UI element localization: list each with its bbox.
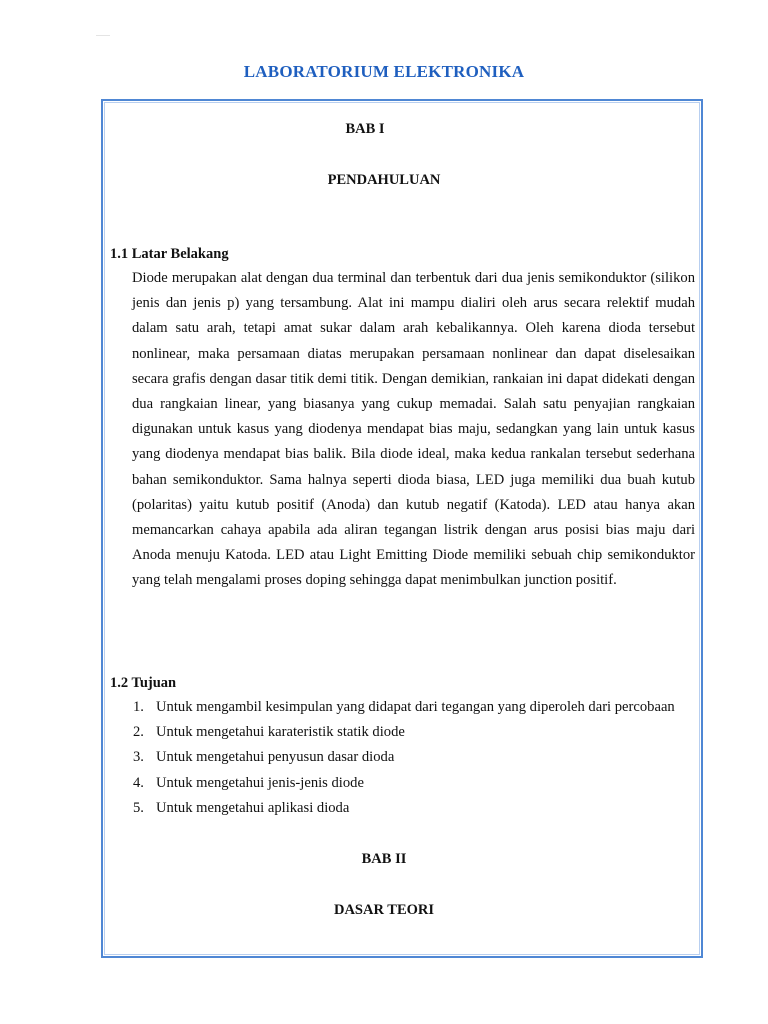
- chapter-1-label: BAB I: [345, 121, 385, 137]
- list-item-text: Untuk mengetahui penyusun dasar dioda: [156, 749, 395, 766]
- list-item-number: 4.: [133, 774, 144, 791]
- list-item-text: Untuk mengetahui jenis-jenis diode: [156, 774, 364, 791]
- list-item: [131, 720, 695, 745]
- list-item: [131, 771, 695, 796]
- chapter-2-title: DASAR TEORI: [333, 902, 435, 918]
- list-item: [131, 745, 695, 770]
- chapter-1-title: PENDAHULUAN: [327, 172, 441, 188]
- list-item: [131, 796, 695, 821]
- list-item-number: 5.: [133, 799, 144, 816]
- list-item: [131, 695, 695, 720]
- section-heading-latar-belakang: 1.1 Latar Belakang: [110, 246, 229, 262]
- list-item-number: 3.: [133, 749, 144, 766]
- scan-artifact: [96, 35, 110, 36]
- list-item-number: 1.: [133, 699, 144, 715]
- list-item-text: Untuk mengetahui karateristik statik diode: [156, 724, 405, 741]
- list-item-number: 2.: [133, 724, 144, 741]
- page-header-title: LABORATORIUM ELEKTRONIKA: [243, 62, 525, 81]
- tujuan-list: [131, 695, 695, 821]
- section-heading-tujuan: 1.2 Tujuan: [110, 675, 177, 691]
- list-item-text: Untuk mengetahui aplikasi dioda: [156, 799, 350, 816]
- latar-belakang-paragraph: Diode merupakan alat dengan dua terminal dan terbentuk dari dua jenis semikonduktor (silikon jenis dan jenis p) yang tersambung. Alat ini mampu dialiri oleh arus secara relektif mudah dalam satu arah, tetapi amat sukar dalam arah kebalikannya. Oleh karena dioda tersebut nonlinear, maka persamaan diatas merupakan persamaan nonlinear dan dapat diselesaikan secara grafis dengan dasar titik demi titik. Dengan demikian, rankaian ini dapat didekati dengan dua rangkaian linear, yang biasanya yang cukup memadai. Salah satu penyajian rangkaian digunakan untuk kasus yang diodenya mendapat bias maju, sedangkan yang lain untuk kasus yang diodenya mendapat bias balik. Bila diode ideal, maka kedua rankalan tersebut sederhana bahan semikonduktor. Sama halnya seperti dioda biasa, LED juga memiliki dua buah kutub (polaritas) yaitu kutub positif (Anoda) dan kutub negatif (Katoda). LED atau hanya akan memancarkan cahaya apabila ada aliran tegangan listrik dengan arus posisi bias maju dari Anoda menuju Katoda. LED atau Light Emitting Diode memiliki sebuah chip semikonduktor yang telah mengalami proses doping sehingga dapat menimbulkan junction positif.: [132, 270, 695, 589]
- chapter-2-label: BAB II: [361, 851, 407, 867]
- list-item-text: Untuk mengambil kesimpulan yang didapat dari tegangan yang diperoleh dari percobaan: [156, 699, 675, 715]
